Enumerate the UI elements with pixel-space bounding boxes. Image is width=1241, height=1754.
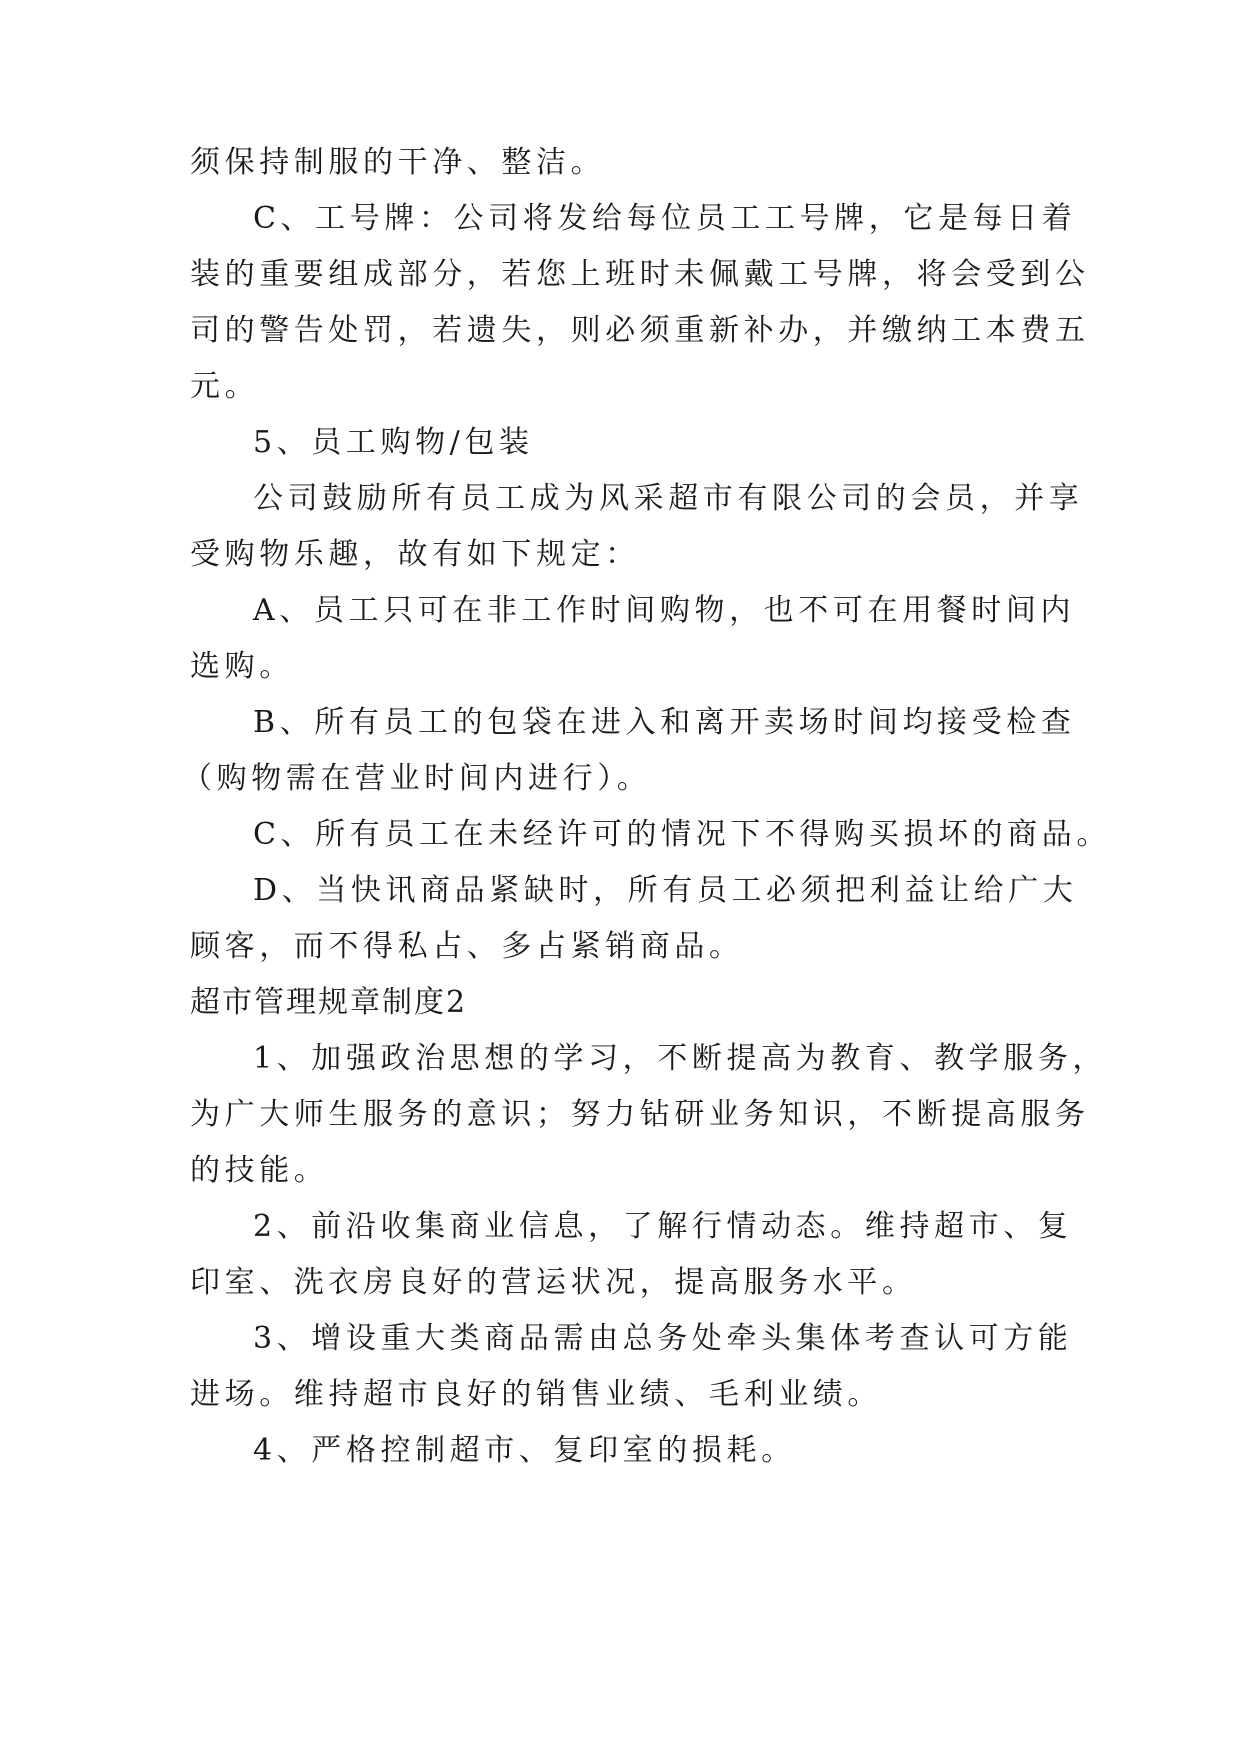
paragraph-line: C、工号牌：公司将发给每位员工工号牌，它是每日着 <box>253 201 1077 236</box>
paragraph-line: 2、前沿收集商业信息，了解行情动态。维持超市、复 <box>253 1209 1073 1244</box>
paragraph-line: 印室、洗衣房良好的营运状况，提高服务水平。 <box>190 1265 917 1300</box>
paragraph-line: （购物需在营业时间内进行）。 <box>182 761 652 796</box>
paragraph-line: 元。 <box>190 369 260 404</box>
paragraph-line: 为广大师生服务的意识；努力钻研业务知识，不断提高服务 <box>190 1097 1090 1132</box>
section-heading: 5、员工购物/包装 <box>253 425 534 460</box>
paragraph-line: 选购。 <box>190 649 294 684</box>
paragraph-line: 的技能。 <box>190 1153 329 1188</box>
paragraph-line: 司的警告处罚，若遗失，则必须重新补办，并缴纳工本费五 <box>190 313 1090 348</box>
paragraph-line: B、所有员工的包袋在进入和离开卖场时间均接受检查 <box>253 705 1076 740</box>
paragraph-line: D、当快讯商品紧缺时，所有员工必须把利益让给广大 <box>253 873 1078 908</box>
paragraph-line: 须保持制服的干净、整洁。 <box>190 145 606 180</box>
paragraph-line: A、员工只可在非工作时间购物，也不可在用餐时间内 <box>253 593 1076 628</box>
paragraph-line: 装的重要组成部分，若您上班时未佩戴工号牌，将会受到公 <box>190 257 1090 292</box>
paragraph-line: 1、加强政治思想的学习，不断提高为教育、教学服务， <box>253 1041 1108 1076</box>
paragraph-line: 进场。维持超市良好的销售业绩、毛利业绩。 <box>190 1377 882 1412</box>
document-heading: 超市管理规章制度2 <box>190 985 468 1020</box>
paragraph-line: 公司鼓励所有员工成为风采超市有限公司的会员，并享 <box>253 481 1084 516</box>
paragraph-line: 受购物乐趣，故有如下规定： <box>190 537 640 572</box>
paragraph-line: 4、严格控制超市、复印室的损耗。 <box>253 1433 796 1468</box>
paragraph-line: C、所有员工在未经许可的情况下不得购买损坏的商品。 <box>253 817 1111 852</box>
paragraph-line: 3、增设重大类商品需由总务处牵头集体考查认可方能 <box>253 1321 1073 1356</box>
paragraph-line: 顾客，而不得私占、多占紧销商品。 <box>190 929 744 964</box>
